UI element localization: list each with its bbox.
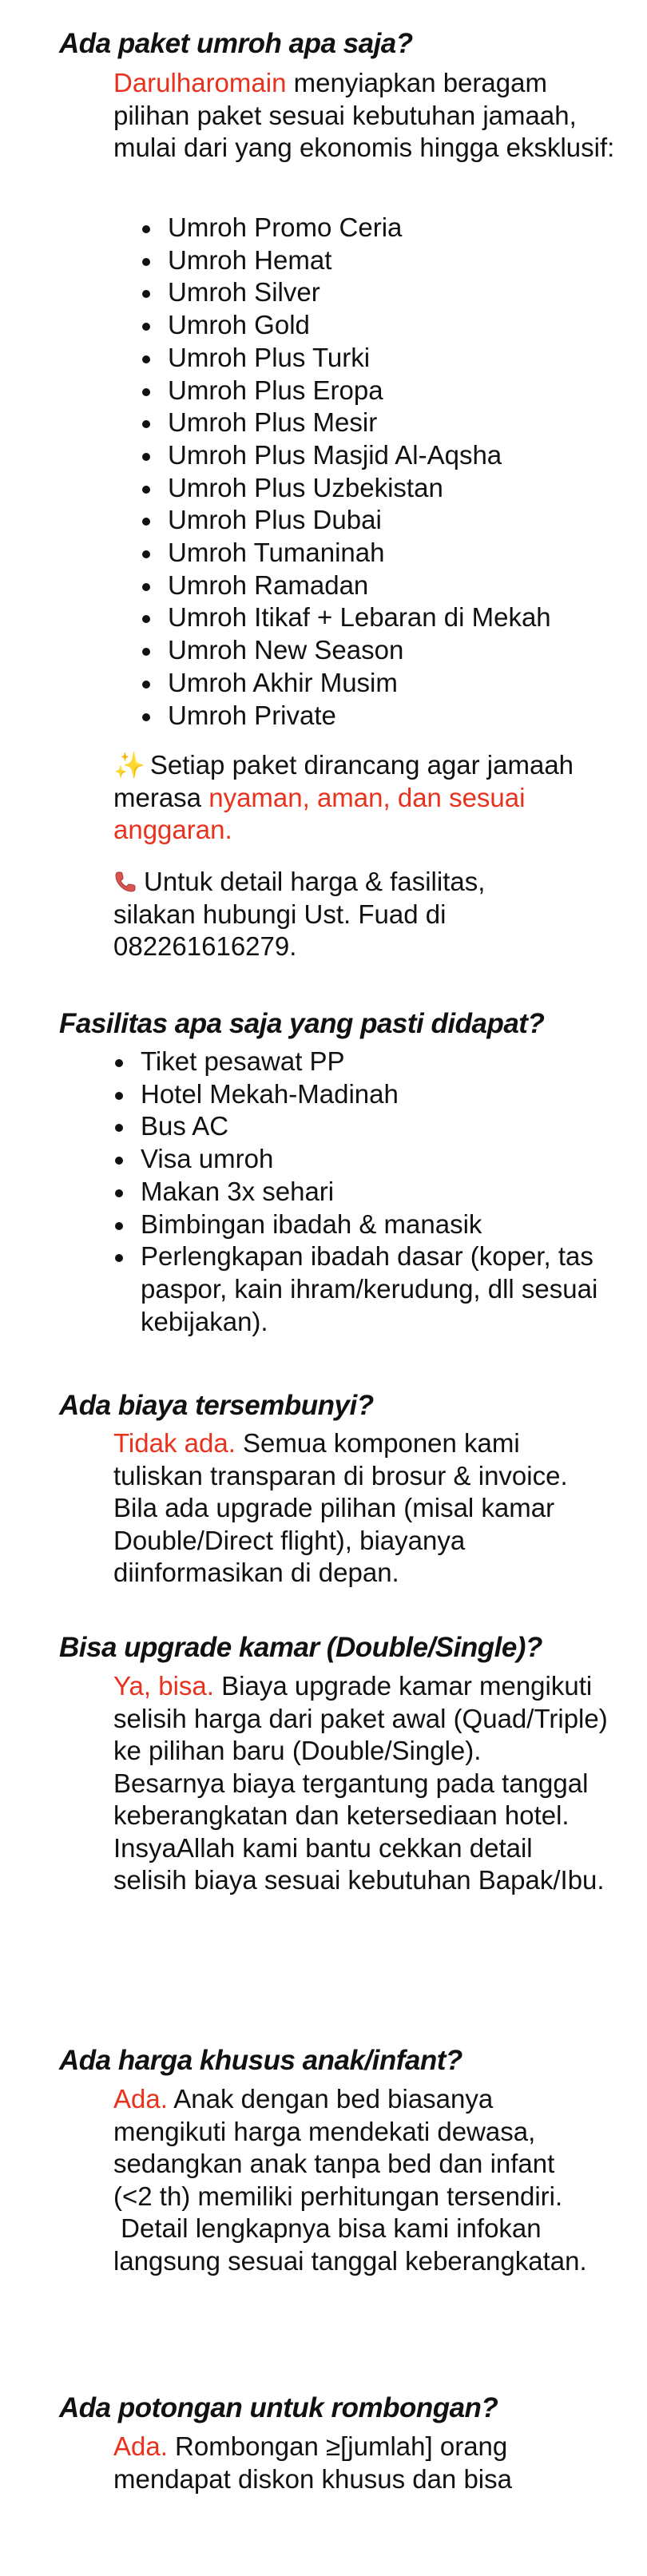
answer-text: Anak dengan bed biasanya mengikuti harga mendekati dewasa, sedangkan anak tanpa bed dan infant (<2 th) memiliki perhitungan tersendiri. (113, 2084, 563, 2211)
package-item: Umroh Promo Ceria (141, 212, 551, 244)
faq-note-tailored (113, 749, 593, 847)
facility-list (113, 1046, 609, 1338)
package-item: Umroh Plus Masjid Al-Aqsha (141, 439, 551, 472)
answer-text: InsyaAllah kami bantu cekkan detail selisih biaya sesuai kebutuhan Bapak/Ibu. (113, 1832, 605, 1895)
package-item: Umroh Plus Mesir (141, 407, 551, 439)
note-text: Setiap paket dirancang agar jamaah merasa (113, 750, 574, 812)
facility-item: Makan 3x sehari (113, 1176, 609, 1209)
facility-item: Bimbingan ibadah & manasik (113, 1209, 609, 1241)
answer-text: Rombongan ≥[jumlah] orang mendapat diskon khusus dan bisa (113, 2431, 512, 2494)
sparkles-icon: ✨ (113, 751, 145, 780)
answer-text: Semua komponen kami tuliskan transparan di brosur & invoice. Bila ada upgrade pilihan (misal kamar Double/Direct flight), biayanya diinformasikan di depan. (113, 1428, 568, 1587)
faq-note-contact (113, 866, 561, 963)
package-item: Umroh Plus Turki (141, 342, 551, 375)
note-highlight: nyaman, aman, dan sesuai anggaran. (113, 782, 526, 844)
faq-answer-packages-intro (113, 67, 625, 165)
faq-question-child-price: Ada harga khusus anak/infant? (59, 2045, 462, 2076)
faq-question-group-discount: Ada potongan untuk rombongan? (59, 2392, 498, 2423)
faq-question-hidden-fees: Ada biaya tersembunyi? (59, 1390, 374, 1421)
answer-highlight: Ada. (113, 2431, 168, 2461)
facility-item: Hotel Mekah-Madinah (113, 1078, 609, 1111)
faq-question-facilities: Fasilitas apa saja yang pasti didapat? (59, 1008, 545, 1039)
brand-name: Darulharomain (113, 68, 287, 97)
package-item: Umroh Tumaninah (141, 537, 551, 570)
package-item: Umroh Hemat (141, 244, 551, 277)
package-item: Umroh Gold (141, 309, 551, 342)
contact-text: Untuk detail harga & fasilitas, silakan hubungi Ust. Fuad di 082261616279. (113, 867, 486, 961)
answer-text: Biaya upgrade kamar mengikuti selisih harga dari paket awal (Quad/Triple) ke pilihan baru (Double/Single). (113, 1671, 608, 1765)
package-item: Umroh Akhir Musim (141, 667, 551, 700)
package-item: Umroh Plus Eropa (141, 375, 551, 407)
package-item: Umroh Plus Uzbekistan (141, 472, 551, 505)
answer-highlight: Ada. (113, 2084, 168, 2114)
answer-highlight: Ya, bisa. (113, 1671, 214, 1701)
facility-item: Tiket pesawat PP (113, 1046, 609, 1078)
answer-highlight: Tidak ada. (113, 1428, 236, 1458)
telephone-icon (113, 869, 137, 893)
package-item: Umroh New Season (141, 634, 551, 667)
faq-question-room-upgrade: Bisa upgrade kamar (Double/Single)? (59, 1632, 542, 1663)
faq-answer-room-upgrade (113, 1670, 613, 1897)
faq-answer-hidden-fees (113, 1427, 613, 1590)
faq-question-packages: Ada paket umroh apa saja? (59, 28, 413, 59)
package-item: Umroh Plus Dubai (141, 504, 551, 537)
answer-text: Detail lengkapnya bisa kami infokan langsung sesuai tanggal keberangkatan. (113, 2213, 587, 2276)
intro-text: menyiapkan beragam pilihan paket sesuai kebutuhan jamaah, mulai dari yang ekonomis hingga eksklusif: (113, 68, 615, 162)
answer-text: Besarnya biaya tergantung pada tanggal keberangkatan dan ketersediaan hotel. (113, 1768, 589, 1830)
faq-answer-group-discount (113, 2431, 585, 2495)
package-item: Umroh Itikaf + Lebaran di Mekah (141, 601, 551, 634)
facility-item: Visa umroh (113, 1143, 609, 1176)
facility-item: Bus AC (113, 1110, 609, 1143)
faq-answer-child-price (113, 2083, 601, 2277)
facility-item: Perlengkapan ibadah dasar (koper, tas paspor, kain ihram/kerudung, dll sesuai kebijakan). (113, 1240, 609, 1338)
package-item: Umroh Silver (141, 276, 551, 309)
package-item: Umroh Ramadan (141, 570, 551, 602)
package-item: Umroh Private (141, 700, 551, 732)
package-list (141, 212, 551, 732)
